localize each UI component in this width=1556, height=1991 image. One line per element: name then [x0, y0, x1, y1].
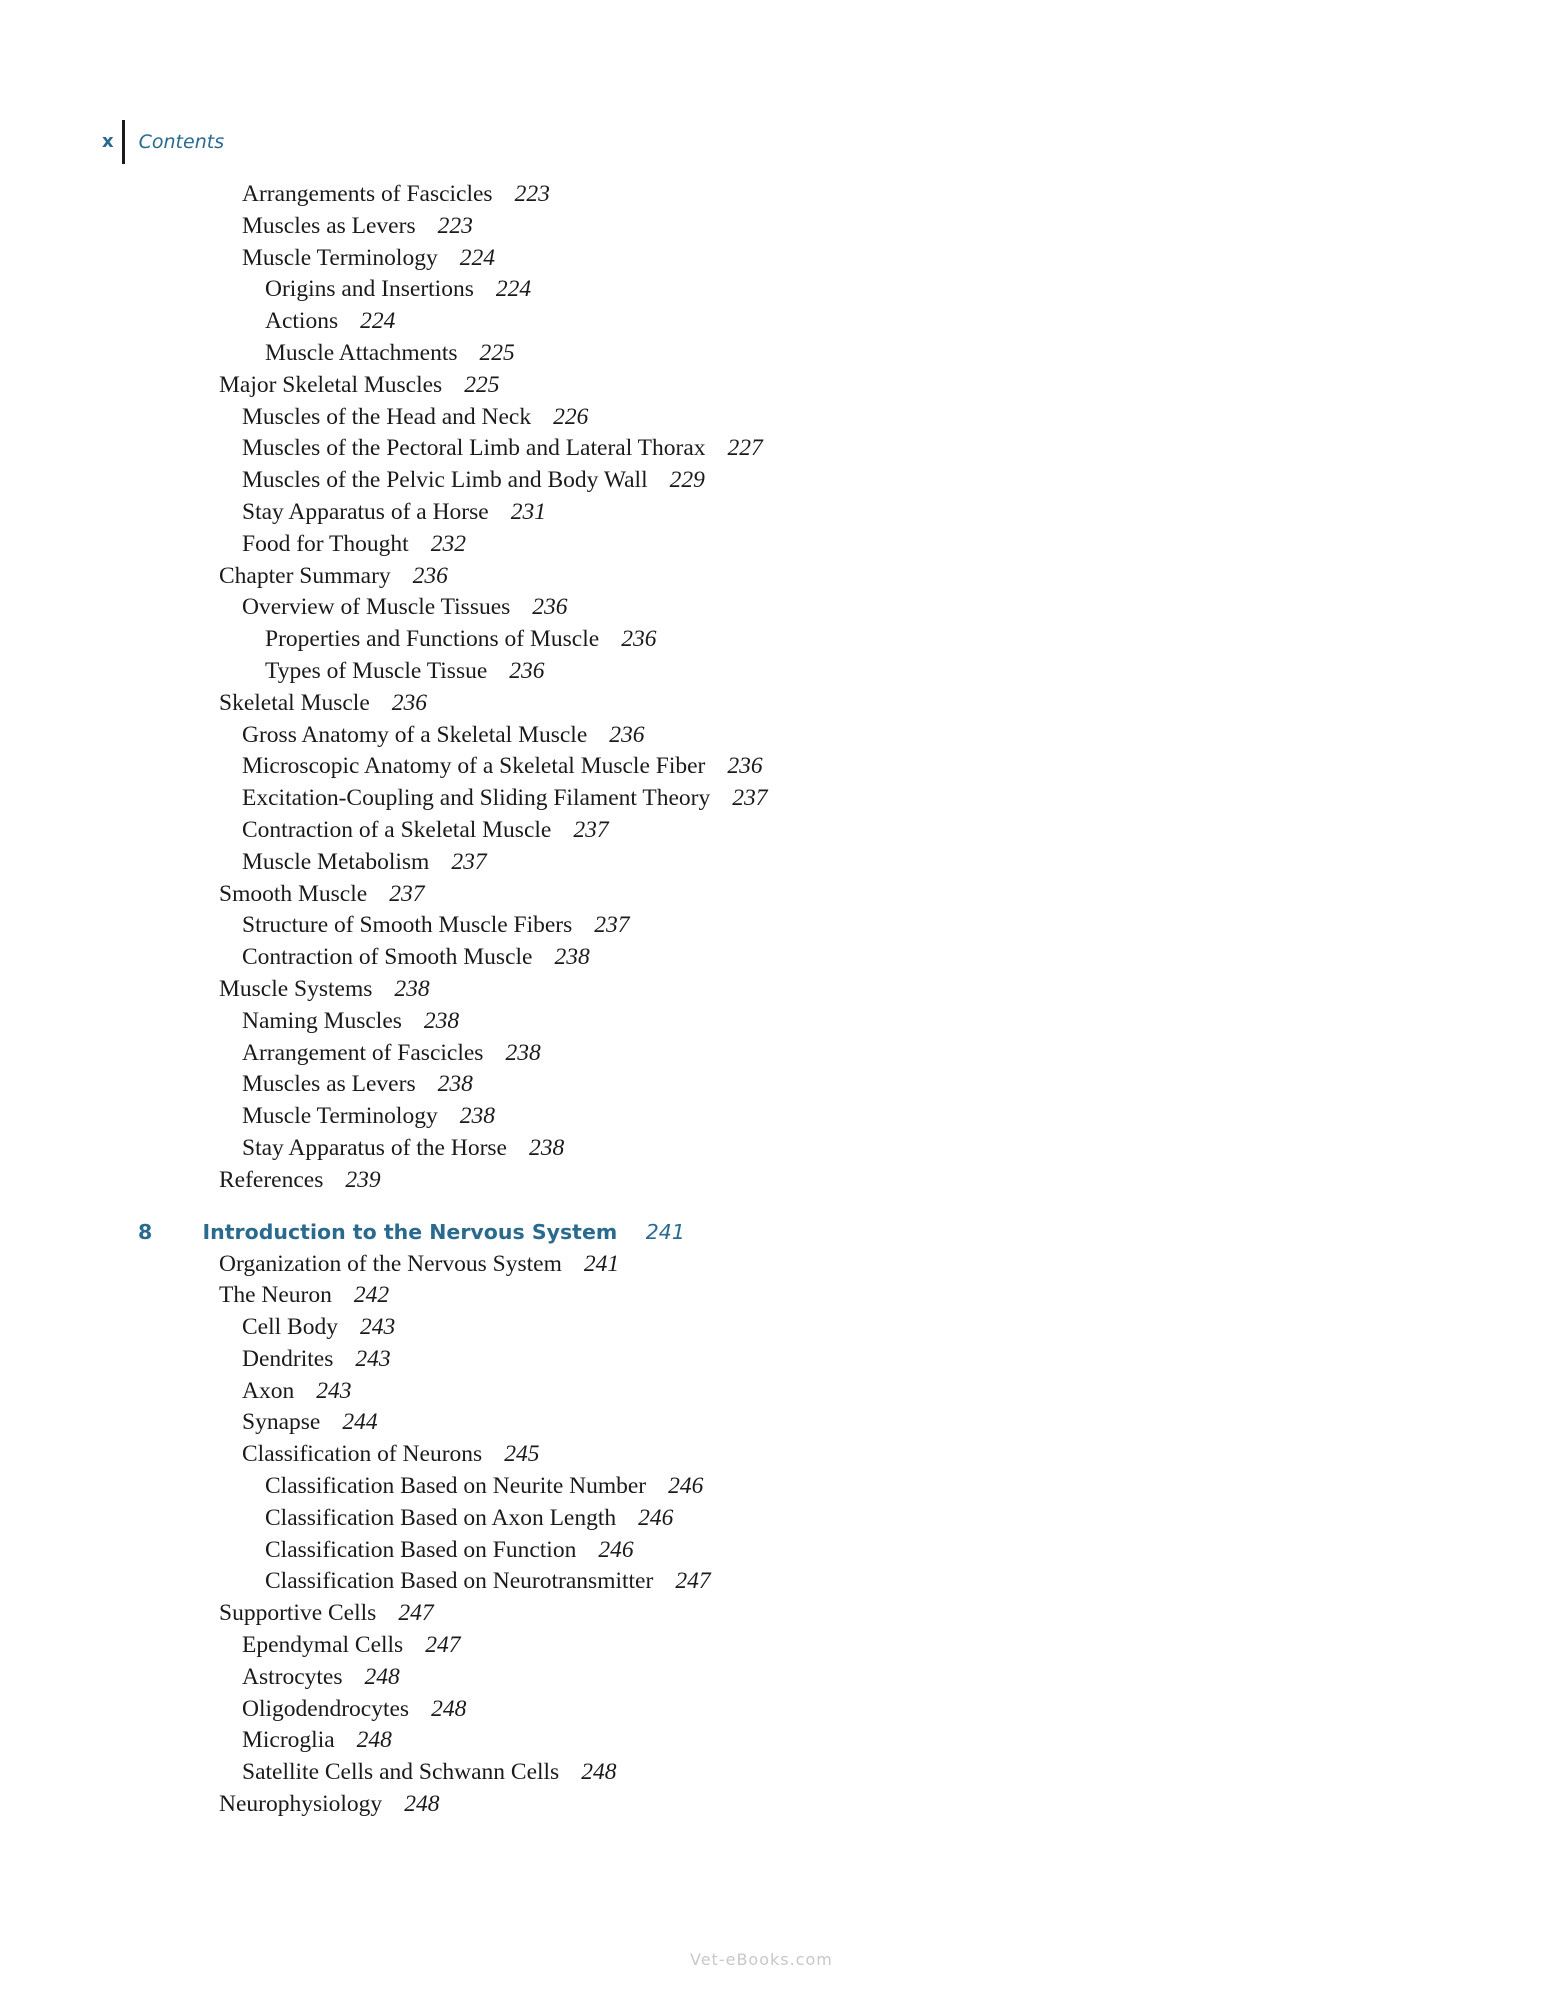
toc-entry[interactable] — [0, 1757, 1556, 1789]
toc-entry[interactable] — [0, 1630, 1556, 1662]
toc-entry-page: 236 — [412, 562, 448, 589]
toc-entry-title: Muscle Terminology — [242, 244, 438, 271]
toc-entry[interactable] — [0, 1439, 1556, 1471]
toc-entry-title: Neurophysiology — [219, 1791, 383, 1818]
toc-entry-page: 238 — [459, 1103, 495, 1130]
toc-entry[interactable] — [0, 592, 1556, 624]
toc-entry-page: 248 — [356, 1727, 392, 1754]
toc-entry[interactable] — [0, 497, 1556, 529]
toc-entry-title: Arrangement of Fascicles — [242, 1039, 484, 1066]
running-head — [102, 120, 224, 164]
toc-entry-title: Food for Thought — [242, 530, 409, 557]
toc-entry[interactable] — [0, 1069, 1556, 1101]
toc-entry-title: The Neuron — [219, 1282, 332, 1309]
toc-entry[interactable] — [0, 1312, 1556, 1344]
toc-entry-page: 226 — [553, 403, 589, 430]
toc-entry-page: 225 — [464, 371, 500, 398]
toc-entry[interactable] — [0, 243, 1556, 275]
toc-entry-page: 236 — [609, 721, 645, 748]
toc-entry-title: Muscles of the Pelvic Limb and Body Wall — [242, 467, 648, 494]
toc-entry-title: Oligodendrocytes — [242, 1695, 410, 1722]
toc-entry-title: Muscles as Levers — [242, 1071, 416, 1098]
toc-entry-page: 237 — [573, 816, 609, 843]
toc-entry-title: Synapse — [242, 1409, 321, 1436]
page-folio: x — [102, 131, 114, 152]
toc-entry-page: 236 — [509, 657, 545, 684]
toc-entry-page: 223 — [514, 181, 550, 207]
toc-entry-title: Naming Muscles — [242, 1007, 402, 1034]
toc-block-muscles — [0, 179, 1556, 1197]
toc-entry[interactable] — [0, 561, 1556, 593]
section-title: Contents — [138, 131, 225, 153]
toc-entry-page: 243 — [355, 1345, 391, 1372]
toc-entry-page: 237 — [389, 880, 425, 907]
toc-entry[interactable] — [0, 433, 1556, 465]
toc-entry[interactable] — [0, 1165, 1556, 1197]
toc-entry[interactable] — [0, 1006, 1556, 1038]
toc-entry[interactable] — [0, 656, 1556, 688]
toc-entry[interactable] — [0, 1694, 1556, 1726]
toc-entry-title: Arrangements of Fascicles — [242, 181, 493, 207]
chapter-page-number: 241 — [645, 1219, 685, 1244]
toc-entry[interactable] — [0, 211, 1556, 243]
toc-entry-page: 236 — [727, 753, 763, 780]
toc-entry-title: Cell Body — [242, 1314, 338, 1341]
toc-entry-title: Contraction of a Skeletal Muscle — [242, 816, 552, 843]
header-rule — [122, 120, 125, 164]
toc-entry-title: Ependymal Cells — [242, 1632, 404, 1659]
toc-entry-page: 245 — [504, 1441, 540, 1468]
toc-entry-page: 246 — [638, 1504, 674, 1531]
toc-entry-title: Muscle Metabolism — [242, 848, 430, 875]
toc-entry-page: 238 — [437, 1071, 473, 1098]
toc-entry[interactable] — [0, 370, 1556, 402]
toc-entry-page: 244 — [342, 1409, 378, 1436]
toc-entry-title: Actions — [265, 308, 339, 335]
toc-entry-title: Muscles of the Head and Neck — [242, 403, 532, 430]
toc-entry-title: Muscle Systems — [219, 975, 373, 1002]
toc-entry-page: 246 — [668, 1473, 704, 1500]
toc-entry-page: 224 — [360, 308, 396, 335]
toc-entry[interactable] — [0, 751, 1556, 783]
toc-entry-page: 238 — [394, 975, 430, 1002]
toc-entry[interactable] — [0, 815, 1556, 847]
toc-entry-page: 238 — [528, 1134, 565, 1161]
toc-entry[interactable] — [0, 1133, 1556, 1165]
toc-entry[interactable] — [0, 274, 1556, 306]
toc-entry-page: 239 — [345, 1166, 381, 1193]
toc-entry-title: Structure of Smooth Muscle Fibers — [242, 912, 573, 939]
toc-entry-title: Satellite Cells and Schwann Cells — [242, 1759, 560, 1786]
toc-entry-title: Dendrites — [242, 1345, 334, 1372]
toc-entry-page: 247 — [675, 1568, 711, 1595]
toc-entry-title: Organization of the Nervous System — [219, 1250, 562, 1277]
toc-entry-page: 236 — [532, 594, 568, 621]
toc-entry[interactable] — [0, 1101, 1556, 1133]
toc-entry-title: Chapter Summary — [219, 562, 391, 589]
toc-entry-page: 223 — [437, 212, 473, 239]
toc-entry[interactable] — [0, 1598, 1556, 1630]
toc-entry-title: Types of Muscle Tissue — [265, 657, 488, 684]
toc-entry-page: 242 — [353, 1282, 390, 1309]
toc-entry-page: 229 — [669, 467, 705, 494]
toc-entry-title: Classification of Neurons — [242, 1441, 483, 1468]
toc-entry[interactable] — [0, 847, 1556, 879]
toc-entry-page: 247 — [425, 1632, 461, 1659]
toc-entry[interactable] — [0, 306, 1556, 338]
toc-entry-title: Excitation-Coupling and Sliding Filament Theory — [242, 785, 711, 812]
toc-entry-page: 248 — [431, 1695, 467, 1722]
chapter-heading[interactable] — [0, 1215, 1556, 1249]
toc-entry-title: Origins and Insertions — [265, 276, 474, 303]
toc-entry-page: 224 — [495, 276, 532, 303]
toc-entry-title: Axon — [242, 1377, 295, 1404]
toc-entry-title: Muscle Attachments — [265, 339, 458, 366]
toc-entry-title: Supportive Cells — [219, 1600, 377, 1627]
toc-entry-title: Gross Anatomy of a Skeletal Muscle — [242, 721, 588, 748]
toc-entry[interactable] — [0, 529, 1556, 561]
table-of-contents — [0, 179, 1556, 1821]
toc-entry-page: 237 — [594, 912, 630, 939]
toc-entry-page: 238 — [554, 944, 590, 971]
toc-entry[interactable] — [0, 1407, 1556, 1439]
toc-entry-page: 248 — [364, 1663, 400, 1690]
toc-entry[interactable] — [0, 1344, 1556, 1376]
toc-entry-title: References — [219, 1166, 324, 1193]
toc-entry-page: 248 — [404, 1791, 440, 1818]
toc-entry[interactable] — [0, 1503, 1556, 1535]
toc-block-nervous-system — [0, 1249, 1556, 1821]
toc-entry-page: 241 — [583, 1250, 620, 1277]
toc-entry-page: 247 — [398, 1600, 434, 1627]
toc-entry-title: Stay Apparatus of a Horse — [242, 498, 489, 525]
toc-entry[interactable] — [0, 974, 1556, 1006]
toc-entry[interactable] — [0, 1662, 1556, 1694]
toc-entry-page: 225 — [479, 339, 515, 366]
toc-entry-title: Stay Apparatus of the Horse — [242, 1134, 507, 1161]
toc-entry-page: 237 — [732, 785, 768, 812]
toc-entry-page: 231 — [510, 498, 546, 525]
toc-entry-title: Astrocytes — [242, 1663, 343, 1690]
toc-entry-page: 227 — [727, 435, 763, 462]
toc-entry-title: Muscles as Levers — [242, 212, 416, 239]
toc-entry[interactable] — [0, 910, 1556, 942]
toc-entry[interactable] — [0, 402, 1556, 434]
toc-entry-title: Properties and Functions of Muscle — [265, 626, 600, 653]
toc-entry[interactable] — [0, 179, 1556, 211]
chapter-title: Introduction to the Nervous System — [202, 1219, 618, 1244]
toc-entry[interactable] — [0, 1471, 1556, 1503]
toc-entry[interactable] — [0, 465, 1556, 497]
toc-entry-title: Classification Based on Axon Length — [265, 1504, 617, 1531]
toc-entry[interactable] — [0, 1249, 1556, 1281]
toc-entry[interactable] — [0, 1038, 1556, 1070]
toc-entry[interactable] — [0, 1725, 1556, 1757]
toc-entry[interactable] — [0, 1280, 1556, 1312]
toc-entry-page: 237 — [451, 848, 487, 875]
toc-entry-page: 246 — [598, 1536, 634, 1563]
toc-entry-title: Skeletal Muscle — [219, 689, 370, 716]
toc-entry-page: 224 — [459, 244, 495, 271]
toc-entry-title: Microscopic Anatomy of a Skeletal Muscle Fiber — [242, 753, 706, 780]
toc-entry[interactable] — [0, 1566, 1556, 1598]
toc-entry[interactable] — [0, 1789, 1556, 1821]
toc-entry[interactable] — [0, 783, 1556, 815]
toc-entry[interactable] — [0, 720, 1556, 752]
toc-entry[interactable] — [0, 1376, 1556, 1408]
toc-entry-page: 238 — [423, 1007, 460, 1034]
toc-entry-title: Microglia — [242, 1727, 335, 1754]
toc-entry-title: Muscle Terminology — [242, 1103, 438, 1130]
toc-entry[interactable] — [0, 624, 1556, 656]
toc-entry-page: 232 — [430, 530, 466, 557]
toc-entry-title: Overview of Muscle Tissues — [242, 594, 511, 621]
toc-entry-title: Contraction of Smooth Muscle — [242, 944, 533, 971]
watermark-logo: Vet-eBooks.com — [690, 1950, 833, 1969]
toc-entry[interactable] — [0, 338, 1556, 370]
toc-entry-page: 236 — [391, 689, 428, 716]
toc-entry-title: Classification Based on Neurotransmitter — [265, 1568, 654, 1595]
toc-entry-page: 248 — [581, 1759, 617, 1786]
toc-entry-page: 236 — [621, 626, 657, 653]
toc-entry-title: Muscles of the Pectoral Limb and Lateral Thorax — [242, 435, 706, 462]
toc-entry-title: Classification Based on Function — [265, 1536, 577, 1563]
toc-entry[interactable] — [0, 688, 1556, 720]
toc-entry-page: 243 — [316, 1377, 352, 1404]
toc-entry[interactable] — [0, 942, 1556, 974]
toc-entry-title: Major Skeletal Muscles — [219, 371, 443, 398]
toc-entry[interactable] — [0, 1535, 1556, 1567]
toc-entry-page: 243 — [359, 1314, 396, 1341]
toc-entry-title: Classification Based on Neurite Number — [265, 1473, 647, 1500]
toc-entry-page: 238 — [505, 1039, 541, 1066]
chapter-number: 8 — [138, 1219, 153, 1244]
toc-entry-title: Smooth Muscle — [219, 880, 368, 907]
toc-entry[interactable] — [0, 879, 1556, 911]
